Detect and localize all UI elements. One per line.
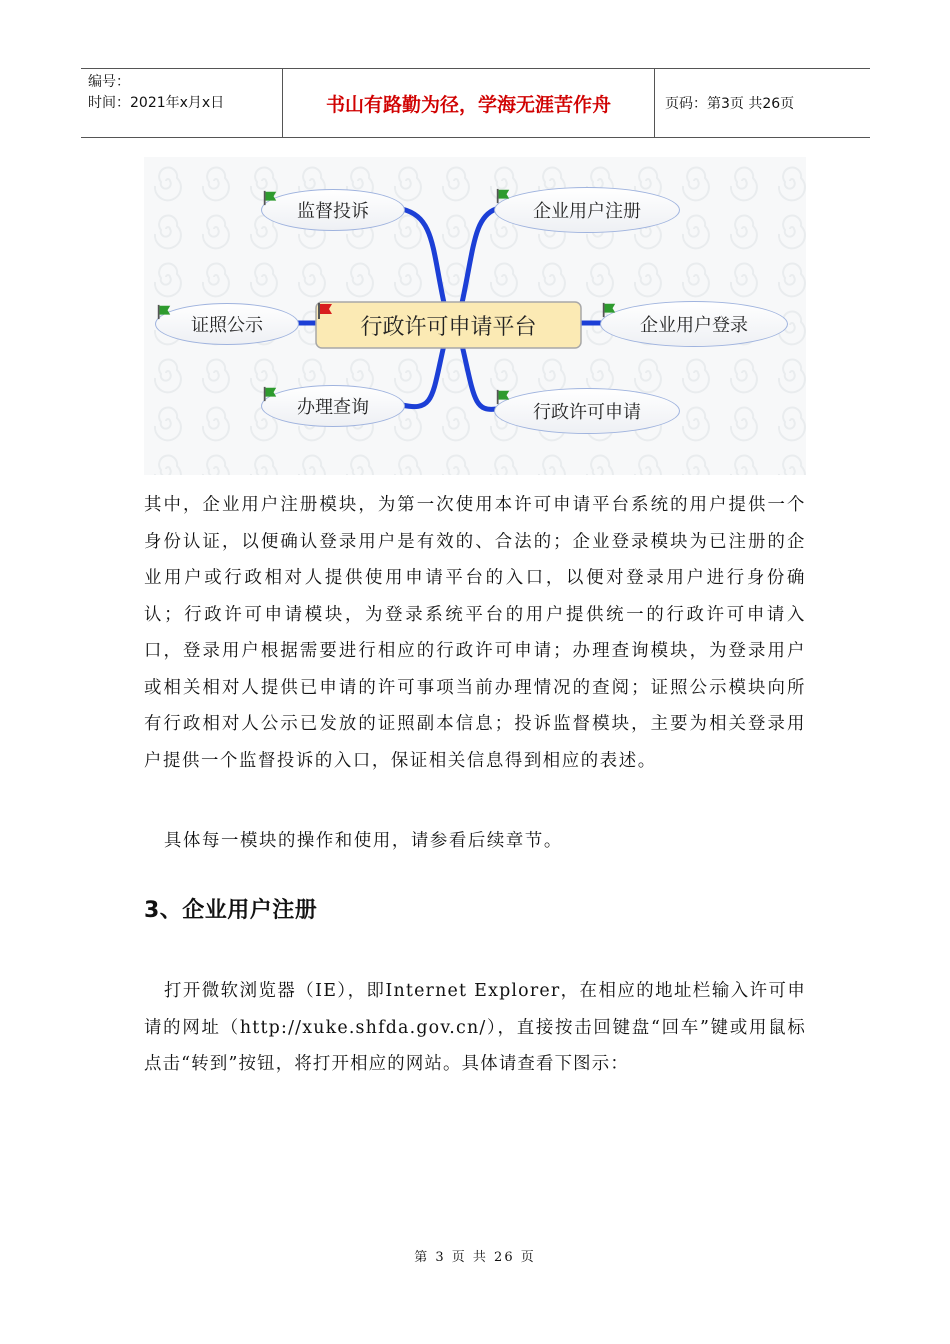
- header-page-info: 页码：第3页 共26页: [665, 96, 795, 112]
- green-flag-icon: [495, 389, 511, 405]
- section-title: 3、企业用户注册: [144, 898, 318, 923]
- page-footer: 第 3 页 共 26 页: [414, 1250, 536, 1265]
- header-motto: 书山有路勤为径，学海无涯苦作舟: [325, 93, 611, 116]
- red-flag-icon: [316, 302, 334, 320]
- mindmap-figure: [144, 157, 806, 475]
- green-flag-icon: [495, 188, 511, 204]
- mindmap-node-supervise: 监督投诉: [261, 189, 405, 231]
- mindmap-node-register: 企业用户注册: [494, 187, 680, 233]
- green-flag-icon: [262, 190, 278, 206]
- page-header: [81, 68, 870, 138]
- header-number: 编号：: [88, 74, 130, 90]
- header-date: 时间：2021年x月x日: [88, 95, 225, 111]
- header-meta: [81, 69, 282, 137]
- paragraph-open-browser: 打开微软浏览器（IE），即Internet Explorer，在相应的地址栏输入许可申请的网址（http://xuke.shfda.gov.cn/），直接按击回键盘“回车”键或用鼠标点击“转到”按钮，将打开相应的网站。具体请查看下图示：: [144, 981, 806, 1074]
- green-flag-icon: [262, 386, 278, 402]
- mindmap-node-login: 企业用户登录: [600, 301, 788, 347]
- mindmap-node-license: 证照公示: [155, 303, 299, 345]
- mindmap-node-query: 办理查询: [261, 385, 405, 427]
- mindmap-center-label: 行政许可申请平台: [360, 314, 537, 340]
- header-motto-cell: [282, 69, 655, 137]
- mindmap-center-node: [316, 302, 581, 348]
- mindmap-node-apply: 行政许可申请: [494, 388, 680, 434]
- paragraph-see-chapters: 具体每一模块的操作和使用，请参看后续章节。: [164, 831, 563, 851]
- green-flag-icon: [156, 304, 172, 320]
- green-flag-icon: [601, 302, 617, 318]
- paragraph-modules: 其中，企业用户注册模块，为第一次使用本许可申请平台系统的用户提供一个身份认证，以便确认登录用户是有效的、合法的；企业登录模块为已注册的企业用户或行政相对人提供使用申请平台的入口，以便对登录用户进行身份确认；行政许可申请模块，为登录系统平台的用户提供统一的行政许可申请入口，登录用户根据需要进行相应的行政许可申请；办理查询模块，为登录用户或相关相对人提供已申请的许可事项当前办理情况的查阅；证照公示模块向所有行政相对人公示已发放的证照副本信息；投诉监督模块，主要为相关登录用户提供一个监督投诉的入口，保证相关信息得到相应的表述。: [144, 495, 806, 771]
